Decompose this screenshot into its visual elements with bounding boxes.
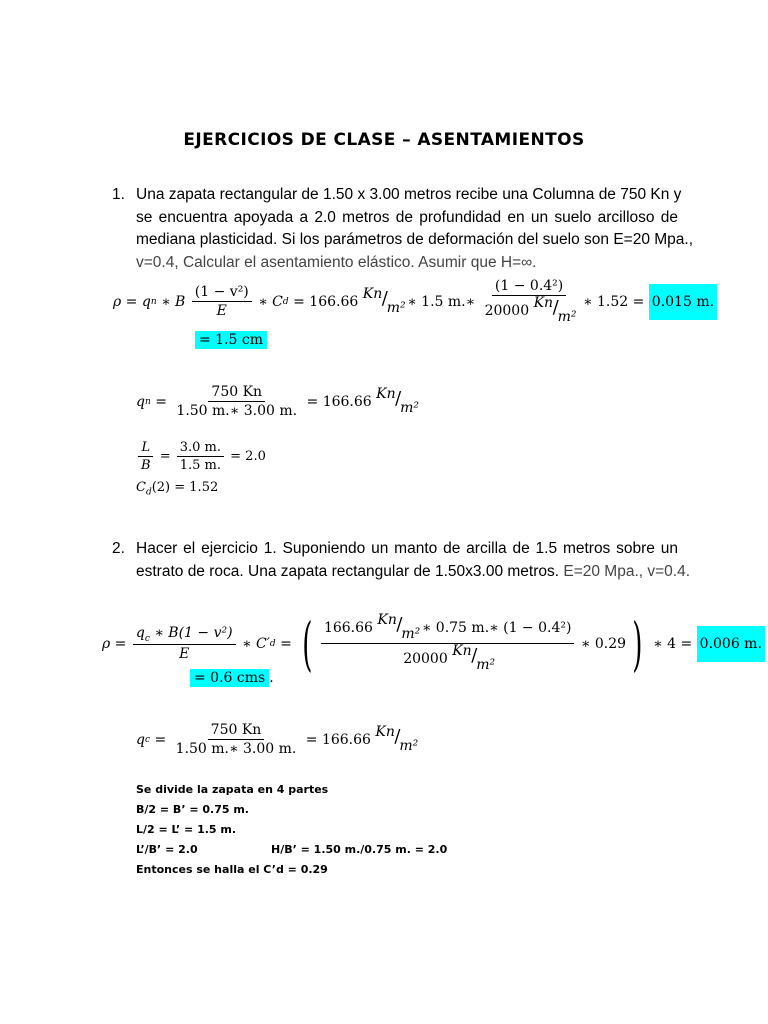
- unit-kn-m2: Kn / m²: [452, 643, 496, 673]
- statement-line: Una zapata rectangular de 1.50 x 3.00 metros recibe una Columna de 750 Kn y: [136, 186, 682, 203]
- unit-kn-m2: Kn / m²: [375, 723, 419, 754]
- equation-settlement-2: ρ = $\frac{q_c ∗ B(1 - v^2)}{E}$ ∗ C′ d = ( 166.66 Kn / m² ∗ 0.75 m.∗ (1 − 0.4²) 20000 Kn / m² ∗ 0.29 ) ∗ 4 = 0.006 m.: [102, 614, 765, 673]
- fraction: $\frac{750 Kn}{1.50 m.∗ 3.00 m.}$: [175, 722, 297, 757]
- equation-qn: q n = $\frac{750 Kn}{1.50 m.∗ 3.00 m.}$ = 166.66 Kn / m²: [136, 384, 420, 419]
- exercise-1-statement: [136, 184, 694, 274]
- note-line: Se divide la zapata en 4 partes: [136, 783, 329, 796]
- statement-line: estrato de roca. Una zapata rectangular de 1.50x3.00 metros. E=20 Mpa., v=0.4.: [136, 562, 691, 580]
- notes-block: [136, 780, 448, 880]
- note-line: L’/B’ = 2.0 H/B’ = 1.50 m./0.75 m. = 2.0: [136, 843, 448, 856]
- fraction: $\frac{3.0 m.}{1.5 m.}$: [177, 440, 224, 473]
- note-line: Entonces se halla el C’d = 0.29: [136, 863, 328, 876]
- page-title: EJERCICIOS DE CLASE – ASENTAMIENTOS: [183, 130, 585, 150]
- statement-line: Hacer el ejercicio 1. Suponiendo un manto de arcilla de 1.5 metros sobre un: [136, 540, 678, 557]
- highlighted-result: 0.006 m.: [697, 626, 765, 662]
- note-line: L/2 = L’ = 1.5 m.: [136, 823, 237, 836]
- unit-kn-m2: Kn / m²: [533, 295, 577, 325]
- statement-line: mediana plasticidad. Si los parámetros de deformación del suelo son E=20 Mpa.,: [136, 231, 694, 248]
- unit-kn-m2: Kn / m²: [376, 385, 420, 416]
- fraction: $\frac{\text{(1 − v²)}}{E}$: [192, 284, 252, 319]
- statement-line: se encuentra apoyada a 2.0 metros de profundidad en un suelo arcilloso de: [136, 208, 678, 226]
- exercise-1-number: 1.: [112, 186, 125, 203]
- fraction: $\frac{L}{B}$: [138, 440, 154, 473]
- statement-line: v=0.4, Calcular el asentamiento elástico. Asumir que H=∞.: [136, 253, 537, 271]
- result-cm: = 1.5 cm: [195, 332, 267, 348]
- unit-kn-m2: Kn / m²: [377, 612, 421, 642]
- fraction: $\frac{q_c ∗ B(1 - v^2)}{E}$: [133, 625, 236, 663]
- unit-kn-m2: Kn / m²: [362, 285, 406, 316]
- result-cms: = 0.6 cms .: [190, 670, 274, 686]
- left-paren: (: [302, 609, 313, 678]
- equation-l-over-b: $\frac{L}{B}$ = $\frac{3.0 m.}{1.5 m.}$ = 2.0: [136, 440, 266, 473]
- fraction: 166.66 Kn / m² ∗ 0.75 m.∗ (1 − 0.4²) 20000 Kn / m²: [321, 614, 575, 673]
- right-paren: ): [632, 609, 643, 678]
- exercise-2-statement: [136, 538, 691, 583]
- exercise-2-number: 2.: [112, 540, 125, 557]
- equation-cd: $C_d(2) = 1.52$: [136, 480, 219, 498]
- equation-qc: q c = $\frac{750 Kn}{1.50 m.∗ 3.00 m.}$ = 166.66 Kn / m²: [136, 722, 419, 757]
- highlighted-result: 0.015 m.: [649, 284, 717, 320]
- equation-settlement-1: ρ = q n ∗ B $\frac{\text{(1 − v²)}}{E}$ ∗ C d = 166.66 Kn / m² ∗ 1.5 m.∗ (1 − 0.4²) 20000 Kn / m² ∗ 1.52 = 0.015 m.: [113, 278, 717, 325]
- fraction: (1 − 0.4²) 20000 Kn / m²: [484, 278, 577, 325]
- note-line: B/2 = B’ = 0.75 m.: [136, 803, 249, 816]
- fraction: $\frac{750 Kn}{1.50 m.∗ 3.00 m.}$: [176, 384, 298, 419]
